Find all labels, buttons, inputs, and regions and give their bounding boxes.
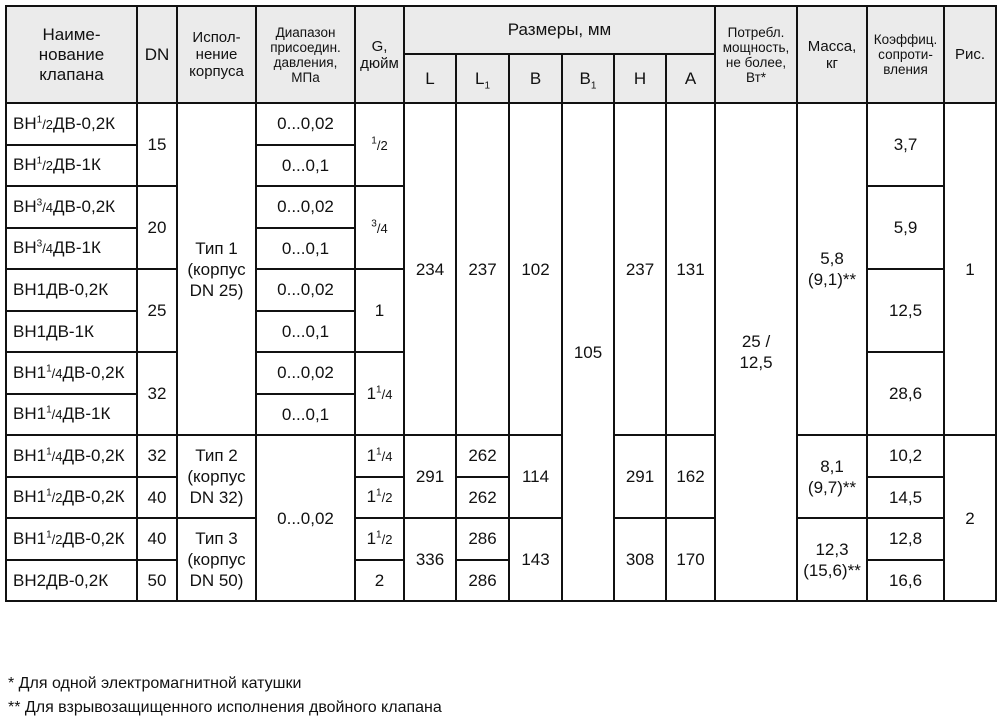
coef-value: 14,5 [867,477,944,519]
fig-value: 1 [944,103,996,435]
B-value: 143 [509,518,562,601]
table-row [6,518,996,560]
execution-type-2: Тип 2 (корпус DN 32) [177,435,256,518]
coef-value: 12,8 [867,518,944,560]
B-value: 102 [509,103,562,435]
pressure-value: 0...0,02 [256,186,355,228]
dn-value: 32 [137,352,177,435]
coef-value: 12,5 [867,269,944,352]
g-value: $1^1/2$ [355,518,404,560]
B1-value: 105 [562,103,614,601]
header-L: L [404,54,456,103]
dn-value: 15 [137,103,177,186]
power-value: 25 / 12,5 [715,103,797,601]
footnote-explosion-proof: ** Для взрывозащищенного исполнения двойного клапана [8,699,442,716]
dn-value: 32 [137,435,177,477]
header-dn: DN [137,6,177,103]
header-B: B [509,54,562,103]
pressure-value: 0...0,1 [256,145,355,187]
execution-type-1: Тип 1 (корпус DN 25) [177,103,256,435]
L1-value: 237 [456,103,509,435]
L-value: 291 [404,435,456,518]
mass-value: 5,8 (9,1)** [797,103,867,435]
valve-name: $ВН1^1/4ДВ-1К$ [6,394,137,436]
g-value: $1^1/2$ [355,477,404,519]
pressure-value: 0...0,1 [256,394,355,436]
header-power: Потребл. мощность, не более, Вт* [715,6,797,103]
pressure-value: 0...0,1 [256,311,355,353]
valve-spec-table [5,5,997,602]
pressure-value: 0...0,02 [256,103,355,145]
pressure-value: 0...0,1 [256,228,355,270]
header-row-1 [6,6,996,54]
valve-name: $ВН^1/2ДВ-0,2К$ [6,103,137,145]
valve-name: ВН1ДВ-0,2К [6,269,137,311]
pressure-value: 0...0,02 [256,435,355,601]
valve-name: $ВН1^1/4ДВ-0,2К$ [6,435,137,477]
coef-value: 28,6 [867,352,944,435]
dn-value: 50 [137,560,177,602]
dn-value: 40 [137,518,177,560]
header-B1: $B_1$ [562,54,614,103]
dn-value: 20 [137,186,177,269]
g-value: $1^1/4$ [355,435,404,477]
pressure-value: 0...0,02 [256,352,355,394]
g-value: $1^1/4$ [355,352,404,435]
fig-value: 2 [944,435,996,601]
header-pressure: Диапазон присоедин. давления, МПа [256,6,355,103]
L-value: 336 [404,518,456,601]
execution-type-3: Тип 3 (корпус DN 50) [177,518,256,601]
g-value: 2 [355,560,404,602]
valve-name: $ВН1^1/2ДВ-0,2К$ [6,477,137,519]
L1-value: 286 [456,560,509,602]
L1-value: 262 [456,477,509,519]
L1-value: 286 [456,518,509,560]
H-value: 308 [614,518,666,601]
table-row [6,435,996,477]
valve-name: $ВН1^1/4ДВ-0,2К$ [6,352,137,394]
mass-value: 12,3 (15,6)** [797,518,867,601]
valve-name: ВН2ДВ-0,2К [6,560,137,602]
valve-name: $ВН^3/4ДВ-0,2К$ [6,186,137,228]
header-H: H [614,54,666,103]
header-fig: Рис. [944,6,996,103]
table-row [6,103,996,145]
A-value: 170 [666,518,715,601]
footnote-single-coil: * Для одной электромагнитной катушки [8,675,302,692]
dn-value: 25 [137,269,177,352]
mass-value: 8,1 (9,7)** [797,435,867,518]
g-value: 1 [355,269,404,352]
valve-name: ВН1ДВ-1К [6,311,137,353]
A-value: 131 [666,103,715,435]
valve-name: $ВН^1/2ДВ-1К$ [6,145,137,187]
header-execution: Испол- нение корпуса [177,6,256,103]
header-mass: Масса, кг [797,6,867,103]
H-value: 237 [614,103,666,435]
H-value: 291 [614,435,666,518]
L-value: 234 [404,103,456,435]
header-name: Наиме- нование клапана [6,6,137,103]
coef-value: 5,9 [867,186,944,269]
coef-value: 3,7 [867,103,944,186]
B-value: 114 [509,435,562,518]
header-g: G, дюйм [355,6,404,103]
pressure-value: 0...0,02 [256,269,355,311]
dn-value: 40 [137,477,177,519]
header-sizes: Размеры, мм [404,6,715,54]
header-coef: Коэффиц. сопроти- вления [867,6,944,103]
A-value: 162 [666,435,715,518]
header-L1: $L_1$ [456,54,509,103]
valve-name: $ВН^3/4ДВ-1К$ [6,228,137,270]
coef-value: 10,2 [867,435,944,477]
coef-value: 16,6 [867,560,944,602]
L1-value: 262 [456,435,509,477]
g-value: $^1$/2 [355,103,404,186]
valve-name: $ВН1^1/2ДВ-0,2К$ [6,518,137,560]
header-A: A [666,54,715,103]
g-value: $^3$/4 [355,186,404,269]
